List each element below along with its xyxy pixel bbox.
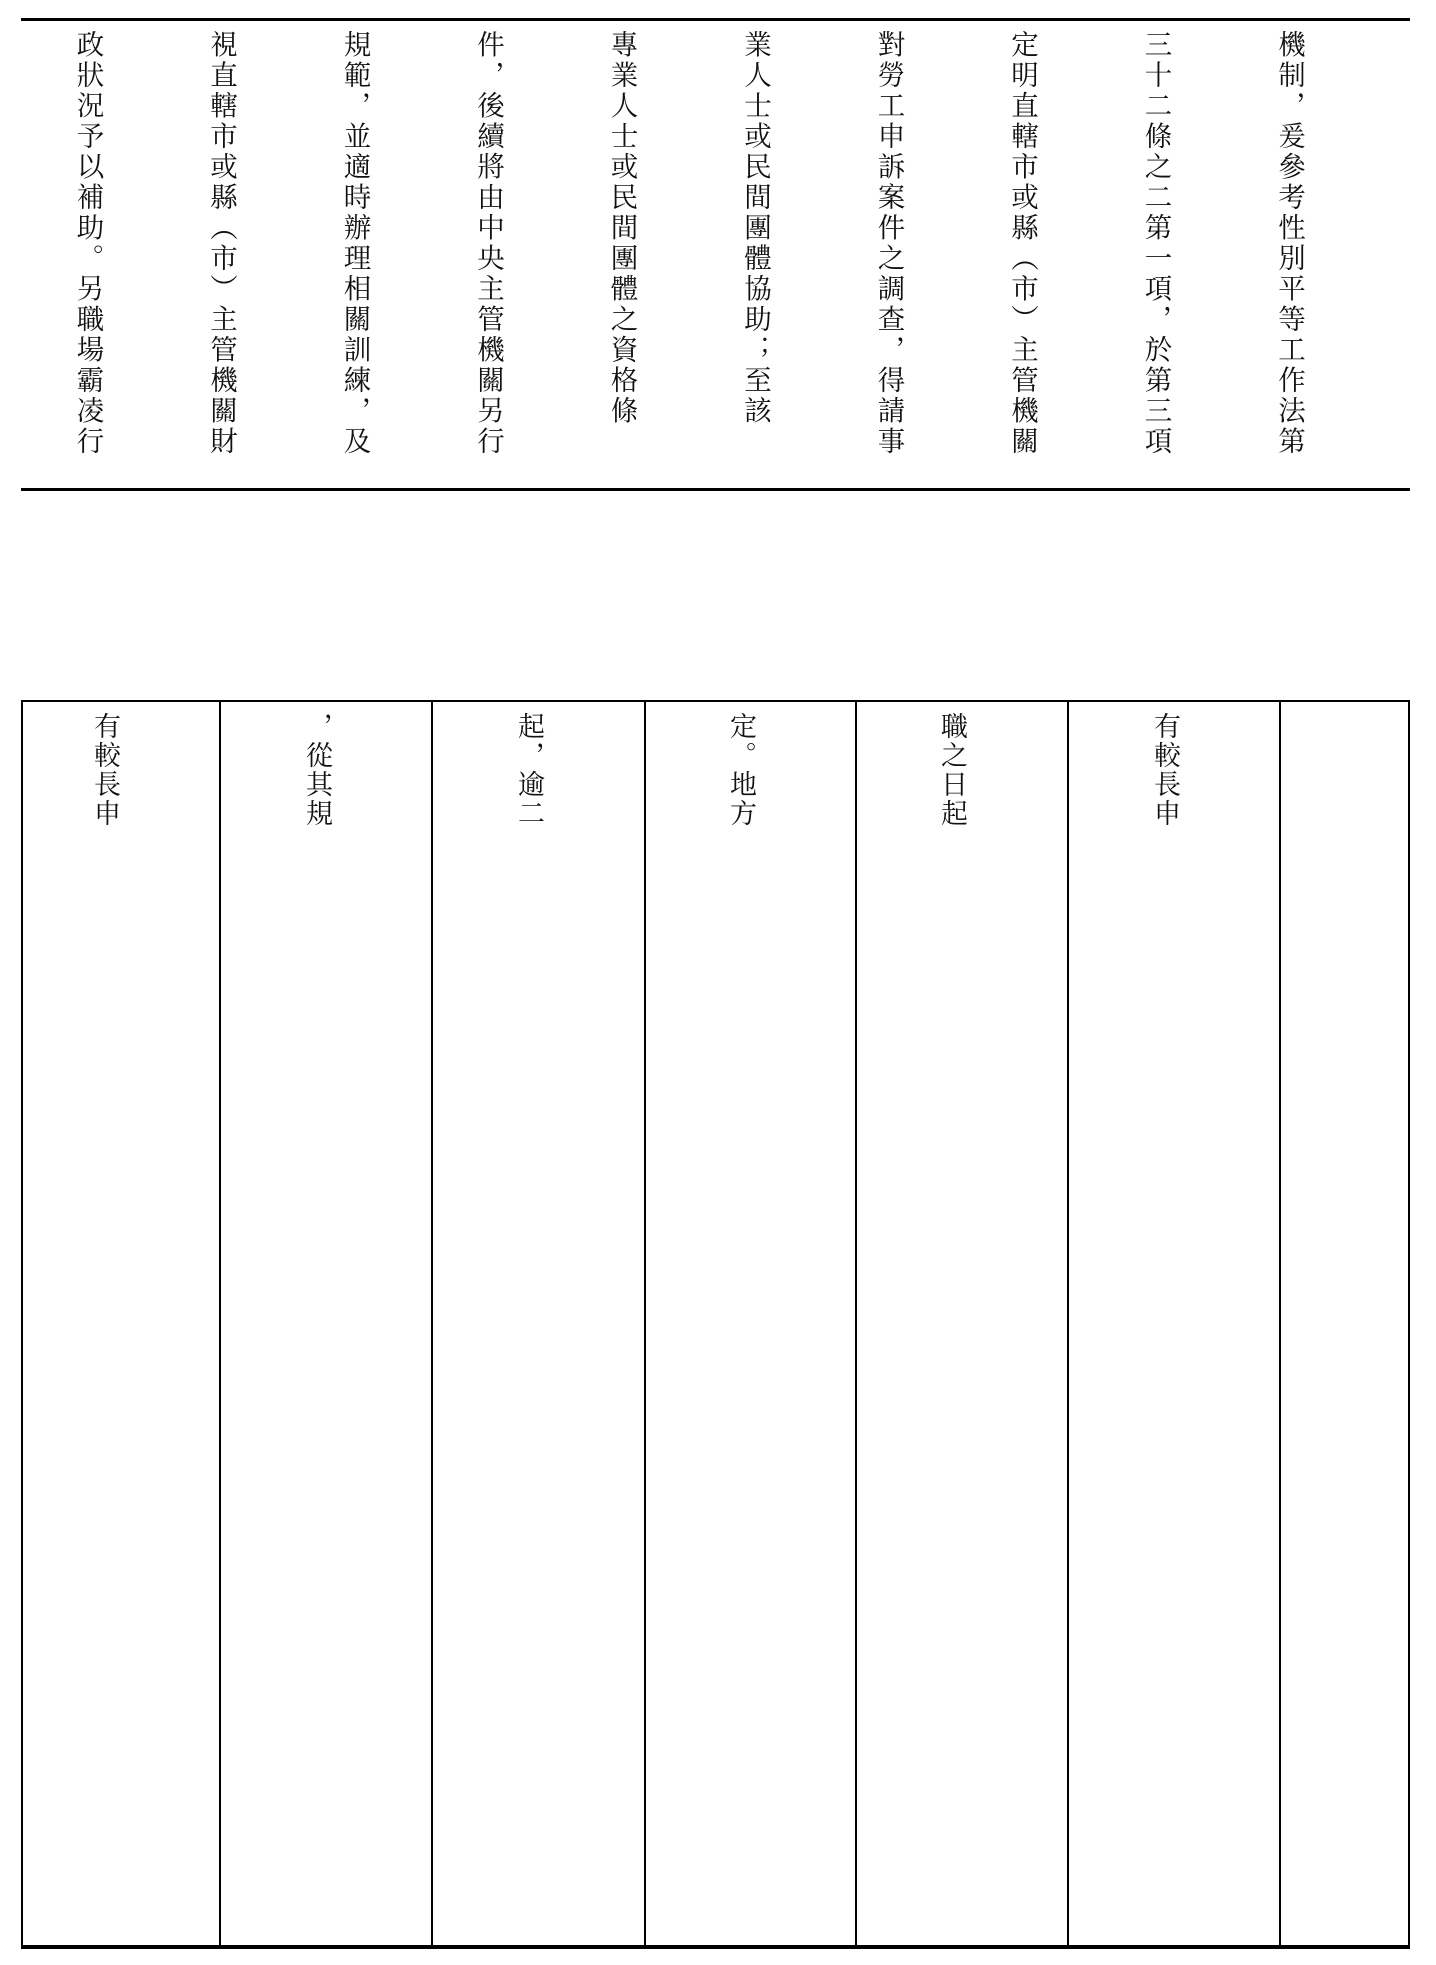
text-line: 視直轄市或縣（市）主管機關財 [205,30,237,457]
table-column-4 [448,712,638,1940]
table-column-3 [660,712,850,1940]
text-line: 定明直轄市或縣（市）主管機關 [1006,30,1038,457]
text-line: 機制，爰參考性別平等工作法第 [1273,30,1305,457]
bottom-frame-top-line [21,700,1410,702]
bottom-frame-line [21,1945,1410,1949]
top-frame-bottom-line [21,488,1410,491]
column-divider [644,700,646,1947]
text-line: 有較長申 [1149,712,1180,828]
column-divider [855,700,857,1947]
table-column-2 [871,712,1061,1940]
column-divider [219,700,221,1947]
column-divider [1279,700,1281,1947]
text-line: 定。地方 [725,712,756,828]
column-divider [21,700,23,1947]
table-column-6 [24,712,214,1940]
explanation-text-block [30,30,1400,482]
text-line: 職之日起 [936,712,967,828]
text-line: 三十二條之二第一項，於第三項 [1139,30,1172,457]
text-line: 政狀況予以補助。另職場霸凌行 [71,30,104,457]
table-column-5 [236,712,426,1940]
text-line: 規範，並適時辦理相關訓練，及 [338,30,371,457]
text-line: ，從其規 [301,712,332,828]
text-line: 有較長申 [89,712,120,828]
table-column-1 [1084,712,1274,1940]
top-frame-line [21,18,1410,21]
column-divider [1067,700,1069,1947]
text-line: 件，後續將由中央主管機關另行 [472,30,504,457]
text-line: 起，逾二 [513,712,544,828]
text-line: 專業人士或民間團體之資格條 [605,30,638,427]
column-divider [431,700,433,1947]
text-line: 對勞工申訴案件之調查，得請事 [872,30,905,457]
column-divider [1408,700,1410,1947]
text-line: 業人士或民間團體協助；至該 [739,30,771,427]
